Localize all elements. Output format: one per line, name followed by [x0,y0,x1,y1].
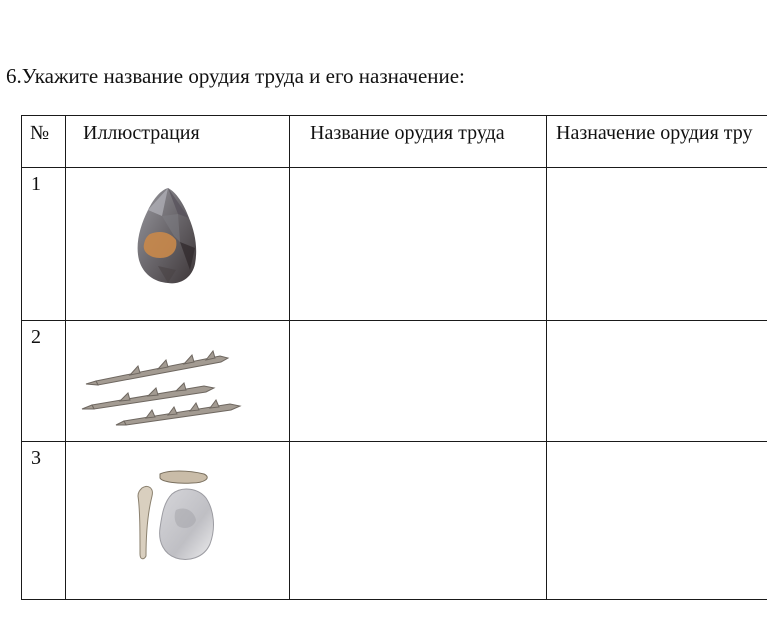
row-3-tool-purpose-cell[interactable] [548,443,767,598]
row-3-tool-name-cell[interactable] [291,443,545,598]
bone-harpoons-image [80,348,246,430]
row-1-tool-name-cell[interactable] [291,169,545,319]
task-heading [6,64,465,89]
header-tool-name: Название орудия труда [310,122,505,144]
stone-scraper-flakes-image [132,466,224,566]
row-2-tool-purpose-cell[interactable] [548,322,767,440]
row-2-tool-name-cell[interactable] [291,322,545,440]
header-number: № [30,122,50,144]
header-tool-purpose: Назначение орудия тру [556,122,753,144]
row-number-1: 1 [31,173,41,195]
task-text: Укажите название орудия труда и его назначение: [21,64,465,88]
row-1-tool-purpose-cell[interactable] [548,169,767,319]
stone-handaxe-image [128,186,208,290]
row-number-2: 2 [31,326,41,348]
task-number: 6. [6,64,22,88]
row-number-3: 3 [31,447,41,469]
header-illustration: Иллюстрация [83,122,200,144]
